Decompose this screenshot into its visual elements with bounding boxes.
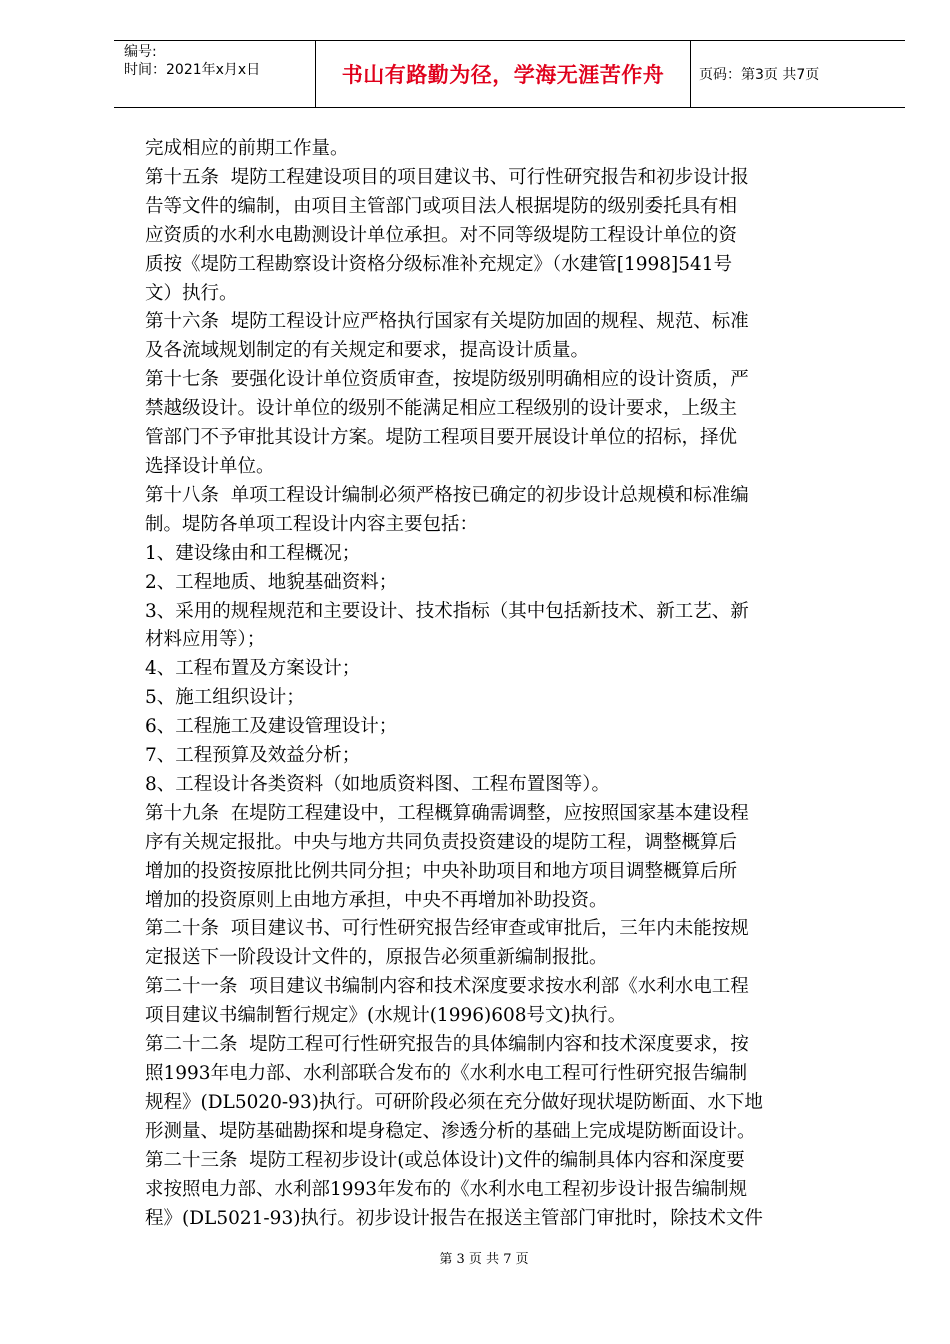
list-item: 8、工程设计各类资料（如地质资料图、工程布置图等）。	[145, 773, 611, 795]
document-date-label: 时间：2021年x月x日	[124, 62, 261, 78]
body-line: 第二十条 项目建议书、可行性研究报告经审查或审批后，三年内未能按规	[145, 918, 749, 940]
body-line: 求按照电力部、水利部1993年发布的《水利水电工程初步设计报告编制规	[145, 1178, 748, 1200]
body-line: 第十七条 要强化设计单位资质审查，按堤防级别明确相应的设计资质，严	[145, 369, 749, 391]
body-line: 禁越级设计。设计单位的级别不能满足相应工程级别的设计要求，上级主	[145, 398, 738, 420]
body-line: 应资质的水利水电勘测设计单位承担。对不同等级堤防工程设计单位的资	[145, 224, 738, 246]
body-line: 管部门不予审批其设计方案。堤防工程项目要开展设计单位的招标，择优	[145, 427, 738, 449]
list-item: 1、建设缘由和工程概况；	[145, 542, 361, 564]
document-number-label: 编号:	[124, 44, 157, 60]
body-line: 第二十一条 项目建议书编制内容和技术深度要求按水利部《水利水电工程	[145, 976, 749, 998]
body-line: 选择设计单位。	[145, 455, 275, 477]
body-line: 形测量、堤防基础勘探和堤身稳定、渗透分析的基础上完成堤防断面设计。	[145, 1120, 756, 1142]
body-line: 增加的投资原则上由地方承担，中央不再增加补助投资。	[145, 889, 608, 911]
list-item: 6、工程施工及建设管理设计；	[145, 716, 398, 738]
list-item: 2、工程地质、地貌基础资料；	[145, 571, 398, 593]
body-line: 第十五条 堤防工程建设项目的项目建议书、可行性研究报告和初步设计报	[145, 166, 749, 188]
body-line: 规程》(DL5020-93)执行。可研阶段必须在充分做好现状堤防断面、水下地	[145, 1091, 763, 1113]
body-line: 定报送下一阶段设计文件的，原报告必须重新编制报批。	[145, 947, 608, 969]
page-header	[114, 40, 905, 108]
list-item: 5、施工组织设计；	[145, 687, 305, 709]
list-item: 3、采用的规程规范和主要设计、技术指标（其中包括新技术、新工艺、新	[145, 600, 749, 622]
body-line: 第十六条 堤防工程设计应严格执行国家有关堤防加固的规程、规范、标准	[145, 311, 749, 333]
header-meta-cell	[114, 41, 316, 107]
list-item: 4、工程布置及方案设计；	[145, 658, 361, 680]
list-item: 材料应用等）；	[145, 629, 266, 651]
body-line: 第二十三条 堤防工程初步设计(或总体设计)文件的编制具体内容和深度要	[145, 1149, 745, 1171]
body-line: 照1993年电力部、水利部联合发布的《水利水电工程可行性研究报告编制	[145, 1063, 748, 1084]
body-line: 程》(DL5021-93)执行。初步设计报告在报送主管部门审批时，除技术文件	[145, 1207, 763, 1229]
body-line: 增加的投资按原批比例共同分担；中央补助项目和地方项目调整概算后所	[145, 860, 738, 882]
body-line: 第十九条 在堤防工程建设中，工程概算确需调整，应按照国家基本建设程	[145, 802, 749, 824]
body-line: 完成相应的前期工作量。	[145, 138, 349, 159]
body-line: 第十八条 单项工程设计编制必须严格按已确定的初步设计总规模和标准编	[145, 484, 749, 506]
body-line: 第二十二条 堤防工程可行性研究报告的具体编制内容和技术深度要求，按	[145, 1034, 749, 1056]
document-body	[145, 135, 875, 1233]
page-footer: 第 3 页 共 7 页	[439, 1252, 529, 1267]
body-line: 及各流域规划制定的有关规定和要求，提高设计质量。	[145, 340, 590, 362]
body-line: 序有关规定报批。中央与地方共同负责投资建设的堤防工程，调整概算后	[145, 831, 738, 853]
body-line: 项目建议书编制暂行规定》(水规计(1996)608号文)执行。	[145, 1005, 627, 1027]
header-motto: 书山有路勤为径，学海无涯苦作舟	[316, 41, 691, 107]
body-line: 告等文件的编制，由项目主管部门或项目法人根据堤防的级别委托具有相	[145, 195, 738, 217]
body-line: 质按《堤防工程勘察设计资格分级标准补充规定》（水建管[1998]541号	[145, 253, 733, 275]
body-line: 文）执行。	[145, 282, 238, 304]
header-page-number: 页码：第3页 共7页	[699, 67, 820, 83]
list-item: 7、工程预算及效益分析；	[145, 745, 361, 767]
body-line: 制。堤防各单项工程设计内容主要包括：	[145, 513, 479, 535]
